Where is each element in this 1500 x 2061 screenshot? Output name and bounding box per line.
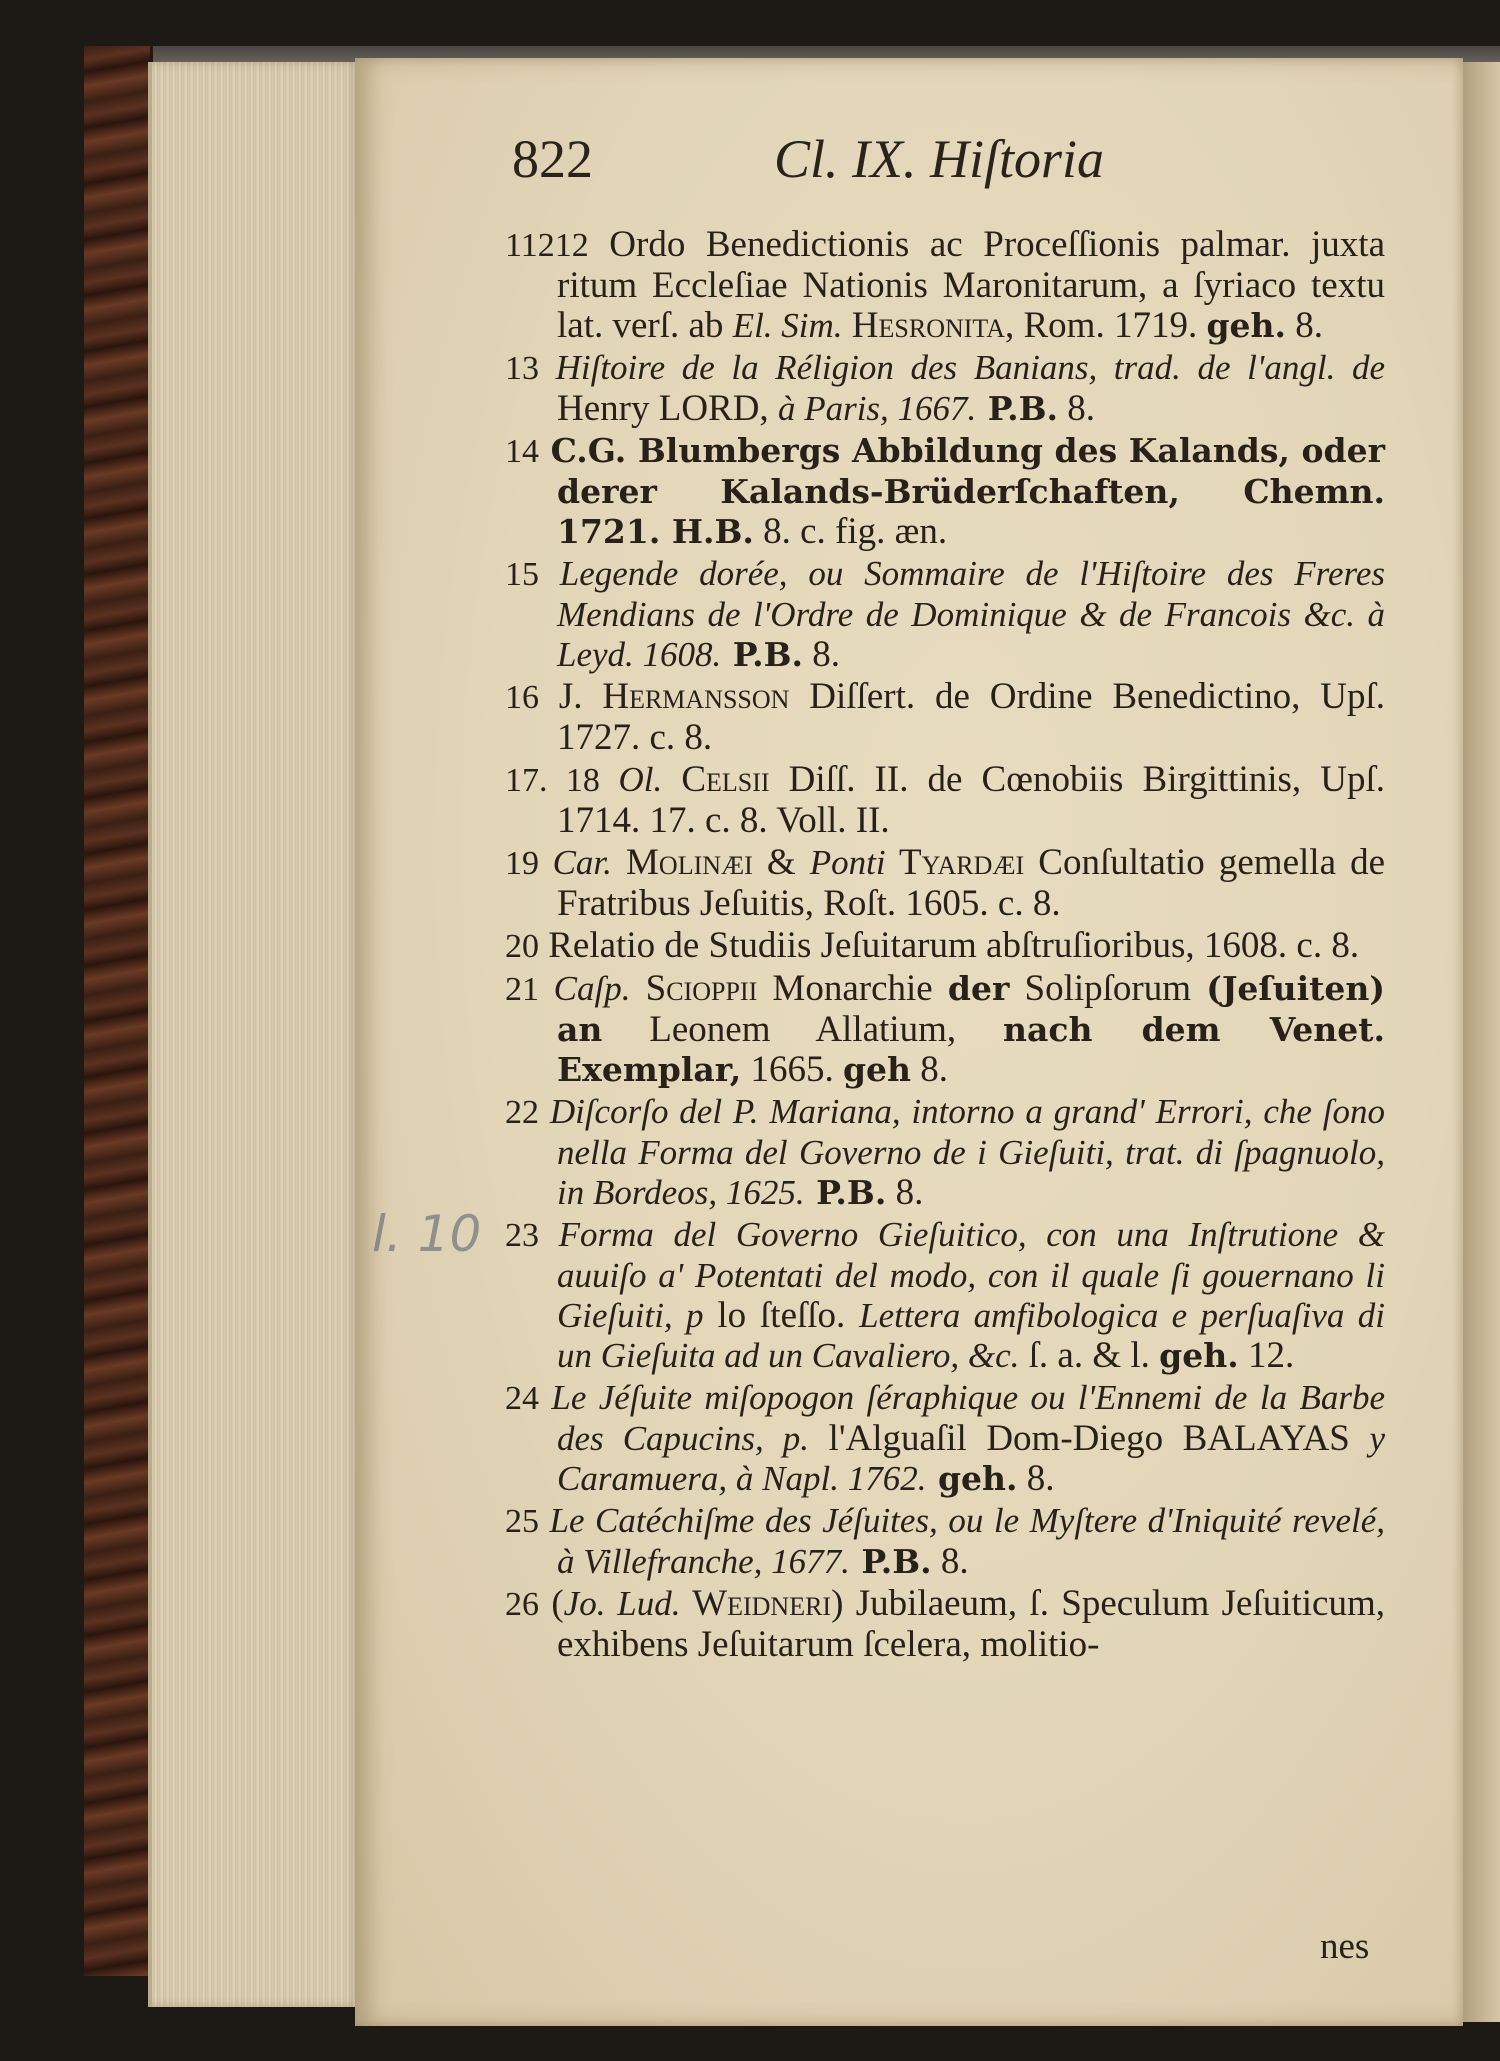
entry-text: 8. [931,1541,969,1582]
entry-text: Ol. [599,760,663,799]
catalogue-entry [505,969,1385,1090]
entry-text: & [752,842,810,883]
entry-text: Jo. Lud. [563,1584,681,1623]
entry-text: P.B. [721,635,804,674]
running-title: Cl. IX. Hiſtoria [774,129,1105,189]
entry-text: der [947,969,1010,1008]
catalogue-entry [505,760,1385,841]
entry-text: Ordo Benedictionis ac Proceſſionis palmar. juxta ritum Eccleſiae Nationis Maronitarum, a ſyriaco textu lat. verſ. ab [557,224,1385,346]
entry-text: C.G. Blumbergs Abbildung des Kalands, oder derer Kalands-Brüderſchaften, Chemn. 1721. H.B. [539,431,1385,551]
entry-number: 17. 18 [505,762,600,799]
entry-text: Weidneri [680,1583,832,1624]
entry-text: Diſſert. de Ordine Benedictino, Upſ. 1727. c. 8. [557,676,1385,758]
page-block-edges [148,62,362,2007]
catalogue-entry [505,677,1385,758]
entry-text: 8. [1017,1458,1055,1499]
entry-number: 16 [505,679,539,716]
entry-number: 24 [505,1380,539,1417]
entry-text: Car. [539,843,612,882]
entry-text: P.B. [976,389,1059,428]
catalogue-entry [505,554,1385,675]
entry-text: 1665. [741,1049,843,1090]
facing-page-edge [1463,62,1500,2022]
entry-text: Monarchie [757,968,948,1009]
entry-text: geh. [1159,1336,1239,1375]
entry-text: Le Catéchiſme des Jéſuites, ou le Myſtere d'Iniquité revelé, à Villefranche, 1677. [539,1501,1385,1581]
entry-text: geh [842,1050,912,1089]
catalogue-entry [505,1215,1385,1376]
entry-text: Lettera amfibologica e perſuaſiva di un Gieſuita ad un Cavaliero, &c. [557,1296,1385,1375]
entry-text: 8. [1286,305,1324,346]
entry-text: Forma del Governo Gieſuitico, con una Inſtrutione & auuiſo a' Potentati del modo, con il quale ſi gouernano li Gieſuiti, p [539,1215,1385,1335]
entry-text: 8. [886,1172,924,1213]
entry-number: 11212 [505,227,589,264]
entry-text: 8. [911,1049,949,1090]
entry-text: geh. [1206,306,1287,345]
entry-number: 21 [505,971,539,1008]
entry-number: 14 [505,433,539,470]
page-header [512,128,1142,190]
entry-text: lo ſteſſo. [703,1295,860,1336]
entry-text: , Rom. 1719. [1005,305,1207,346]
entry-text: l'Alguaſil Dom-Diego BALAYAS [809,1418,1370,1459]
entry-text: ſ. a. & l. [1019,1335,1160,1376]
entry-text: Celsii [662,759,770,800]
entry-text: 8. [803,634,841,675]
entry-text: Conſultatio gemella de Fratribus Jeſuitis, Roſt. 1605. c. 8. [557,842,1386,924]
entry-number: 20 [505,928,539,965]
entry-number: 26 [505,1586,539,1623]
entry-text: Relatio de Studiis Jeſuitarum abſtruſioribus, 1608. c. 8. [539,925,1360,966]
entry-text: Scioppii [630,968,758,1009]
entry-text: nach dem Venet. Exemplar, [557,1010,1386,1089]
entry-text: Henry LORD, [557,388,778,429]
entry-text: Hiſtoire de la Réligion des Banians, trad. de l'angl. de [539,348,1385,387]
entry-text: Leonem Allatium, [602,1009,1004,1050]
entry-text: Legende dorée, ou Sommaire de l'Hiſtoire des Freres Mendians de l'Ordre de Dominique & de Francois &c. à Leyd. 1608. [539,554,1385,674]
catalogue-entries [505,225,1385,1667]
entry-number: 19 [505,845,539,882]
entry-text: ) Jubilaeum, ſ. Speculum Jeſuiticum, exhibens Jeſuitarum ſcelera, molitio- [557,1583,1386,1665]
book-binding-leather [84,46,153,1976]
entry-text: Diſcorſo del P. Mariana, intorno a grand' Errori, che ſono nella Forma del Governo de i Gieſuiti, trat. di ſpagnuolo, in Bordeos, 1625. [539,1092,1385,1212]
catalogue-entry [505,1501,1385,1582]
entry-text: 8. [1058,388,1096,429]
catalogue-entry [505,1092,1385,1213]
entry-text: Hermansson [602,676,790,717]
entry-text: (Jeſuiten) an [557,969,1385,1049]
entry-text: El. Sim. [732,306,843,345]
catalogue-entry [505,1378,1385,1499]
entry-text: Diſſ. II. de Cœnobiis Birgittinis, Upſ. 1714. 17. c. 8. Voll. II. [557,759,1386,841]
entry-text: Caſp. [539,969,631,1008]
entry-text: Solipſorum [1009,968,1207,1009]
entry-number: 23 [505,1217,539,1254]
entry-text: Le Jéſuite miſopogon ſéraphique ou l'Ennemi de la Barbe des Capucins, p. [539,1378,1385,1458]
entry-text: 12. [1238,1335,1295,1376]
catalogue-entry [505,348,1385,429]
entry-text: Tyardæi [885,842,1025,883]
entry-text: Molinæi [611,842,753,883]
catalogue-entry [505,926,1385,967]
catalogue-entry [505,225,1385,346]
entry-text: ( [539,1583,564,1624]
entry-text: à Paris, 1667. [777,389,977,428]
catalogue-entry [505,431,1385,552]
entry-number: 25 [505,1503,539,1540]
entry-number: 15 [505,556,539,593]
catalogue-entry [505,843,1385,924]
entry-text: J. [539,676,603,717]
entry-text: Hesronita [842,305,1005,346]
entry-text: P.B. [804,1173,887,1212]
entry-text: P.B. [849,1542,932,1581]
entry-number: 13 [505,350,539,387]
entry-number: 22 [505,1094,539,1131]
page-number: 822 [512,129,593,189]
entry-text: geh. [926,1459,1018,1498]
entry-text: Ponti [809,843,886,882]
entry-text: y Caramuera, à Napl. 1762. [557,1419,1385,1498]
handwritten-margin-note: l. 10 [372,1205,482,1263]
entry-text: 8. c. fig. æn. [753,511,948,552]
catchword: nes [1320,1926,1370,1967]
catalogue-entry [505,1584,1385,1665]
